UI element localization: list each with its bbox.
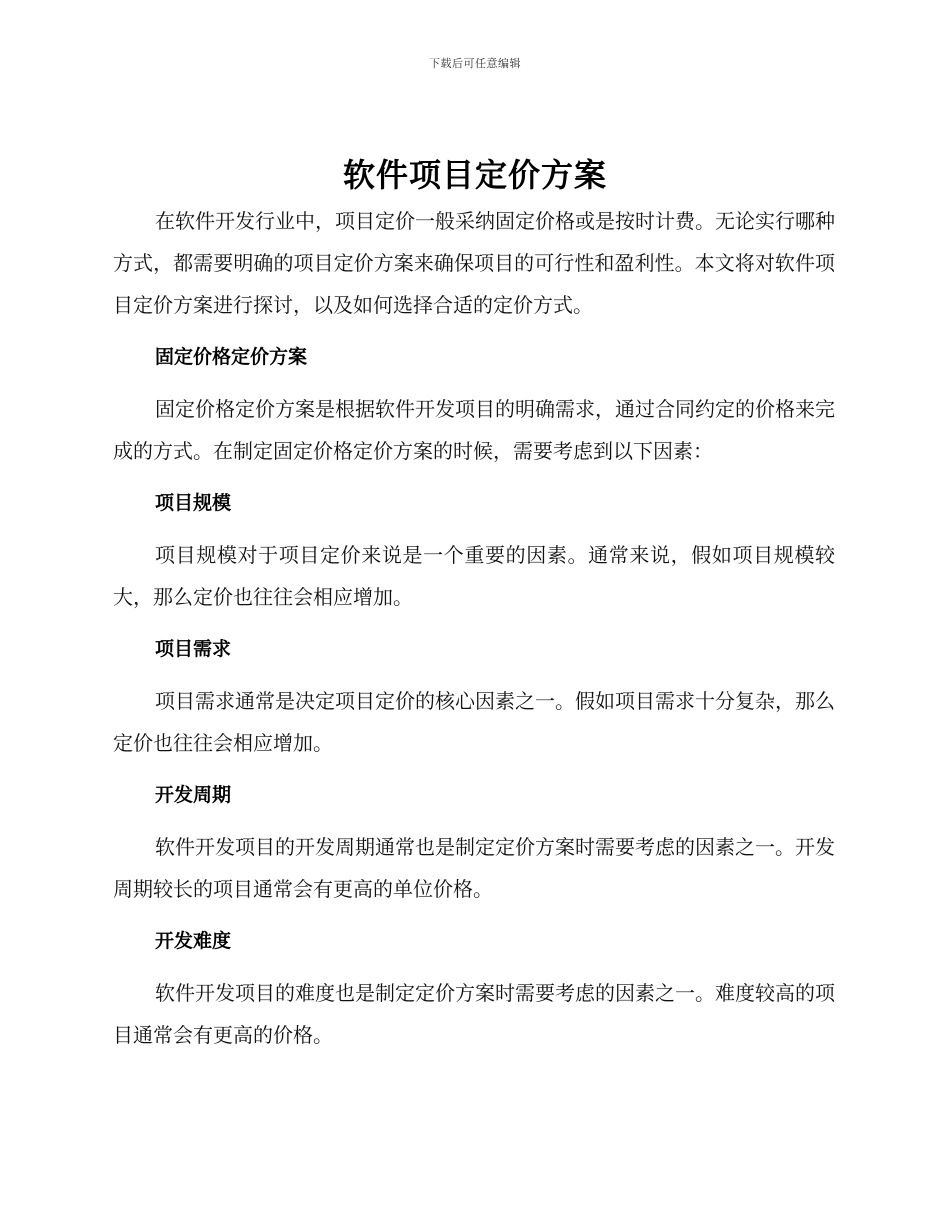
section-dev-cycle — [113, 778, 835, 910]
section-heading: 开发难度 — [155, 930, 232, 952]
section-paragraph: 项目需求通常是决定项目定价的核心因素之一。假如项目需求十分复杂，那么定价也往往会相应增加。 — [113, 689, 835, 755]
document-body — [113, 200, 835, 1056]
section-paragraph: 固定价格定价方案是根据软件开发项目的明确需求，通过合同约定的价格来完成的方式。在制定固定价格定价方案的时候，需要考虑到以下因素： — [113, 397, 835, 463]
section-paragraph: 软件开发项目的难度也是制定定价方案时需要考虑的因素之一。难度较高的项目通常会有更高的价格。 — [113, 981, 835, 1047]
section-paragraph: 软件开发项目的开发周期通常也是制定定价方案时需要考虑的因素之一。开发周期较长的项目通常会有更高的单位价格。 — [113, 835, 835, 901]
section-paragraph: 项目规模对于项目定价来说是一个重要的因素。通常来说，假如项目规模较大，那么定价也往往会相应增加。 — [113, 543, 835, 609]
document-title: 软件项目定价方案 — [342, 156, 607, 194]
section-heading: 固定价格定价方案 — [155, 346, 308, 368]
header-note: 下载后可任意编辑 — [429, 57, 521, 70]
section-heading: 开发周期 — [155, 784, 232, 806]
section-heading: 项目需求 — [155, 638, 232, 660]
section-project-scale — [113, 486, 835, 618]
section-project-requirements — [113, 632, 835, 764]
section-fixed-price — [113, 340, 835, 472]
section-dev-difficulty — [113, 924, 835, 1056]
section-heading: 项目规模 — [155, 492, 232, 514]
intro-paragraph: 在软件开发行业中，项目定价一般采纳固定价格或是按时计费。无论实行哪种方式，都需要明确的项目定价方案来确保项目的可行性和盈利性。本文将对软件项目定价方案进行探讨，以及如何选择合适的定价方式。 — [113, 209, 835, 317]
